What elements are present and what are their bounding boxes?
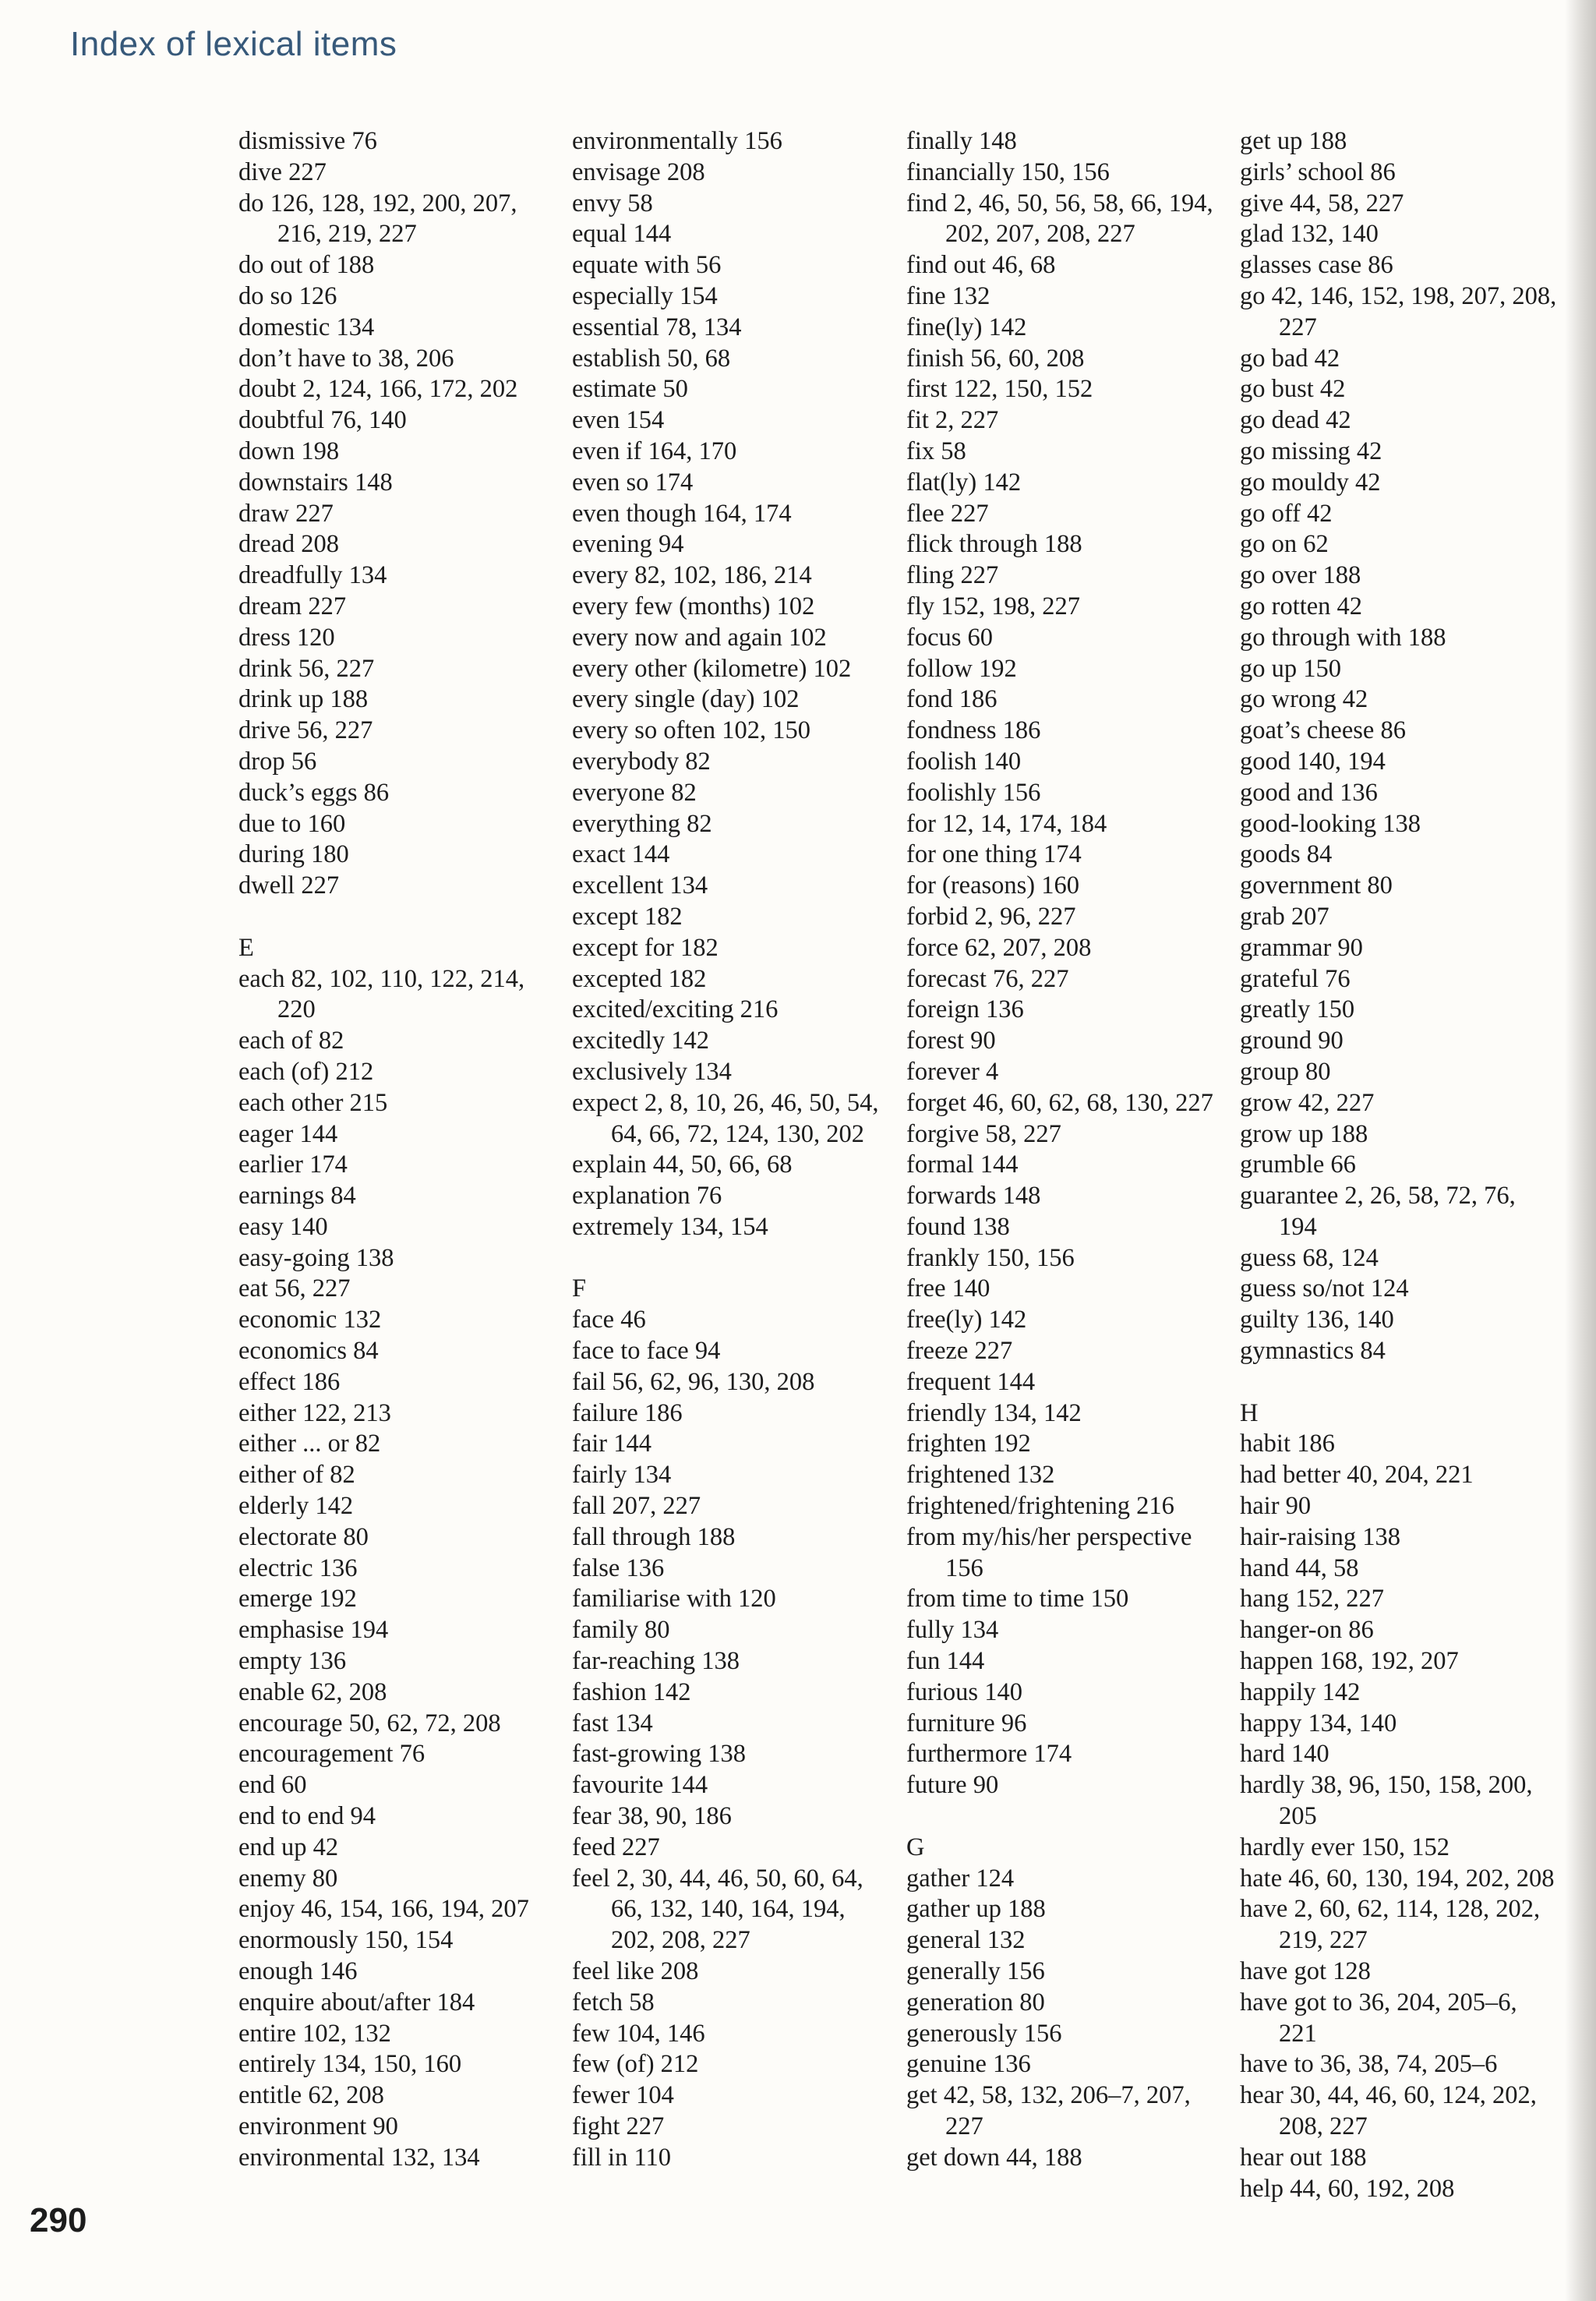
index-entry: end to end 94 <box>238 1802 376 1831</box>
index-entry: establish 50, 68 <box>572 344 731 373</box>
index-entry: drive 56, 227 <box>238 716 373 745</box>
index-entry: favourite 144 <box>572 1771 708 1800</box>
index-entry: go on 62 <box>1240 530 1329 559</box>
index-entry: guess so/not 124 <box>1240 1274 1409 1303</box>
index-entry: good 140, 194 <box>1240 747 1386 776</box>
index-entry: go over 188 <box>1240 561 1361 590</box>
index-entry: help 44, 60, 192, 208 <box>1240 2174 1455 2203</box>
index-entry: easy-going 138 <box>238 1243 394 1272</box>
index-entry: even if 164, 170 <box>572 437 737 465</box>
index-entry: few 104, 146 <box>572 2019 705 2048</box>
section-spacer <box>906 1801 1226 1833</box>
index-entry: essential 78, 134 <box>572 313 742 341</box>
index-entry: furthermore 174 <box>906 1740 1072 1769</box>
index-entry: fetch 58 <box>572 1988 655 2016</box>
index-entry: fix 58 <box>906 437 966 465</box>
index-entry: fashion 142 <box>572 1677 691 1706</box>
index-entry: family 80 <box>572 1616 670 1645</box>
page-number: 290 <box>30 2201 87 2239</box>
page-title: Index of lexical items <box>70 25 397 63</box>
index-entry: doubt 2, 124, 166, 172, 202 <box>238 375 518 404</box>
index-entry: finally 148 <box>906 127 1017 155</box>
index-entry: free 140 <box>906 1274 990 1303</box>
index-entry: fear 38, 90, 186 <box>572 1802 732 1831</box>
index-entry: ground 90 <box>1240 1027 1344 1055</box>
index-entry: fail 56, 62, 96, 130, 208 <box>572 1367 815 1396</box>
index-entry: for 12, 14, 174, 184 <box>906 809 1107 838</box>
index-entry: estimate 50 <box>572 375 688 404</box>
index-entry: drink up 188 <box>238 685 369 714</box>
index-entry: except for 182 <box>572 933 719 962</box>
index-entry: have to 36, 38, 74, 205–6 <box>1240 2050 1498 2079</box>
section-letter: G <box>906 1833 925 1861</box>
index-entry: fine 132 <box>906 281 990 310</box>
index-entry: fond 186 <box>906 685 998 714</box>
index-entry: furious 140 <box>906 1677 1022 1706</box>
index-entry: grow 42, 227 <box>1240 1088 1375 1117</box>
index-entry: go bust 42 <box>1240 375 1346 404</box>
index-entry: found 138 <box>906 1212 1010 1241</box>
index-entry: do out of 188 <box>238 251 375 280</box>
index-entry: downstairs 148 <box>238 468 393 497</box>
index-entry: do 126, 128, 192, 200, 207, 216, 219, 227 <box>238 189 517 249</box>
index-entry: fast 134 <box>572 1709 653 1737</box>
index-entry: hair 90 <box>1240 1492 1312 1521</box>
index-entry: exact 144 <box>572 840 670 869</box>
index-entry: emphasise 194 <box>238 1616 389 1645</box>
index-entry: excitedly 142 <box>572 1027 709 1055</box>
index-entry: hard 140 <box>1240 1740 1329 1769</box>
index-entry: future 90 <box>906 1771 999 1800</box>
index-entry: fully 134 <box>906 1616 999 1645</box>
index-entry: flick through 188 <box>906 530 1082 559</box>
index-entry: equate with 56 <box>572 251 722 280</box>
index-entry: end 60 <box>238 1771 307 1800</box>
index-entry: gymnastics 84 <box>1240 1337 1386 1366</box>
index-entry: either 122, 213 <box>238 1398 391 1427</box>
index-entry: hanger-on 86 <box>1240 1616 1374 1645</box>
index-entry: excepted 182 <box>572 964 707 993</box>
index-entry: enough 146 <box>238 1957 358 1986</box>
index-entry: easy 140 <box>238 1212 328 1241</box>
index-entry: everybody 82 <box>572 747 711 776</box>
index-entry: dress 120 <box>238 623 335 652</box>
index-entry: follow 192 <box>906 654 1017 683</box>
index-column-1 <box>238 126 558 2174</box>
index-entry: fast-growing 138 <box>572 1740 746 1769</box>
index-entry: foolish 140 <box>906 747 1022 776</box>
index-entry: excited/exciting 216 <box>572 995 779 1024</box>
index-entry: force 62, 207, 208 <box>906 933 1092 962</box>
index-entry: excellent 134 <box>572 871 708 900</box>
index-entry: dismissive 76 <box>238 127 377 155</box>
index-entry: electric 136 <box>238 1553 358 1582</box>
index-entry: fight 227 <box>572 2112 665 2140</box>
index-entry: dive 227 <box>238 157 327 186</box>
index-entry: eat 56, 227 <box>238 1274 351 1303</box>
index-entry: forbid 2, 96, 227 <box>906 902 1076 931</box>
index-entry: economics 84 <box>238 1337 379 1366</box>
index-entry: had better 40, 204, 221 <box>1240 1461 1474 1490</box>
index-entry: dream 227 <box>238 592 347 620</box>
page-edge-shadow <box>1565 0 1596 2301</box>
index-entry: enormously 150, 154 <box>238 1926 454 1955</box>
index-entry: good-looking 138 <box>1240 809 1421 838</box>
index-entry: group 80 <box>1240 1057 1331 1086</box>
index-entry: find out 46, 68 <box>906 251 1056 280</box>
index-entry: have got to 36, 204, 205–6, 221 <box>1240 1988 1517 2048</box>
index-entry: glad 132, 140 <box>1240 220 1379 249</box>
index-entry: grateful 76 <box>1240 964 1351 993</box>
index-entry: from my/his/her perspective 156 <box>906 1522 1192 1582</box>
index-entry: emerge 192 <box>238 1585 357 1614</box>
index-entry: each of 82 <box>238 1027 344 1055</box>
index-entry: forget 46, 60, 62, 68, 130, 227 <box>906 1088 1213 1117</box>
index-entry: have got 128 <box>1240 1957 1371 1986</box>
index-entry: earnings 84 <box>238 1182 356 1211</box>
index-entry: each 82, 102, 110, 122, 214, 220 <box>238 964 525 1024</box>
index-entry: fall 207, 227 <box>572 1492 701 1521</box>
index-entry: hate 46, 60, 130, 194, 202, 208 <box>1240 1864 1555 1893</box>
index-entry: domestic 134 <box>238 313 375 341</box>
index-entry: genuine 136 <box>906 2050 1031 2079</box>
index-entry: electorate 80 <box>238 1522 369 1551</box>
index-entry: effect 186 <box>238 1367 341 1396</box>
index-entry: go off 42 <box>1240 499 1333 528</box>
index-entry: every 82, 102, 186, 214 <box>572 561 812 590</box>
index-entry: go through with 188 <box>1240 623 1446 652</box>
index-entry: encourage 50, 62, 72, 208 <box>238 1709 501 1737</box>
index-entry: guess 68, 124 <box>1240 1243 1379 1272</box>
index-entry: freeze 227 <box>906 1337 1013 1366</box>
index-entry: fun 144 <box>906 1647 985 1676</box>
index-entry: drop 56 <box>238 747 317 776</box>
index-entry: greatly 150 <box>1240 995 1355 1024</box>
index-entry: formal 144 <box>906 1150 1019 1179</box>
index-entry: hang 152, 227 <box>1240 1585 1385 1614</box>
index-entry: enjoy 46, 154, 166, 194, 207 <box>238 1895 529 1924</box>
index-entry: frighten 192 <box>906 1430 1031 1458</box>
index-entry: give 44, 58, 227 <box>1240 189 1404 217</box>
index-entry: drink 56, 227 <box>238 654 375 683</box>
index-entry: hand 44, 58 <box>1240 1553 1359 1582</box>
index-entry: frequent 144 <box>906 1367 1036 1396</box>
index-entry: fondness 186 <box>906 716 1041 745</box>
index-entry: envisage 208 <box>572 157 705 186</box>
index-entry: general 132 <box>906 1926 1026 1955</box>
index-entry: false 136 <box>572 1553 665 1582</box>
index-entry: forecast 76, 227 <box>906 964 1069 993</box>
index-entry: each other 215 <box>238 1088 388 1117</box>
index-entry: fairly 134 <box>572 1461 672 1490</box>
index-entry: economic 132 <box>238 1306 382 1334</box>
index-entry: financially 150, 156 <box>906 157 1110 186</box>
index-entry: hear out 188 <box>1240 2143 1367 2172</box>
index-entry: down 198 <box>238 437 340 465</box>
index-entry: fly 152, 198, 227 <box>906 592 1080 620</box>
index-entry: do so 126 <box>238 281 337 310</box>
index-entry: grumble 66 <box>1240 1150 1356 1179</box>
index-entry: far-reaching 138 <box>572 1647 740 1676</box>
index-entry: grammar 90 <box>1240 933 1363 962</box>
index-entry: first 122, 150, 152 <box>906 375 1093 404</box>
index-entry: dreadfully 134 <box>238 561 387 590</box>
index-entry: dread 208 <box>238 530 340 559</box>
index-entry: finish 56, 60, 208 <box>906 344 1085 373</box>
index-entry: during 180 <box>238 840 349 869</box>
index-entry: generally 156 <box>906 1957 1045 1986</box>
index-entry: glasses case 86 <box>1240 251 1393 280</box>
index-entry: go bad 42 <box>1240 344 1340 373</box>
index-entry: fling 227 <box>906 561 999 590</box>
index-entry: environmentally 156 <box>572 127 782 155</box>
index-entry: get up 188 <box>1240 127 1347 155</box>
index-entry: eager 144 <box>238 1119 338 1148</box>
index-entry: forgive 58, 227 <box>906 1119 1061 1148</box>
index-column-2 <box>572 126 892 2174</box>
index-entry: fill in 110 <box>572 2143 671 2172</box>
index-entry: elderly 142 <box>238 1492 354 1521</box>
index-entry: everything 82 <box>572 809 712 838</box>
index-entry: fewer 104 <box>572 2081 674 2110</box>
index-entry: go dead 42 <box>1240 406 1351 435</box>
index-entry: go mouldy 42 <box>1240 468 1381 497</box>
index-entry: familiarise with 120 <box>572 1585 776 1614</box>
index-entry: go up 150 <box>1240 654 1341 683</box>
index-entry: every now and again 102 <box>572 623 827 652</box>
section-letter: H <box>1240 1398 1259 1427</box>
index-entry: feed 227 <box>572 1833 660 1861</box>
index-entry: for (reasons) 160 <box>906 871 1080 900</box>
index-entry: frightened/frightening 216 <box>906 1492 1174 1521</box>
index-entry: encouragement 76 <box>238 1740 425 1769</box>
index-entry: each (of) 212 <box>238 1057 374 1086</box>
index-entry: envy 58 <box>572 189 653 217</box>
section-spacer <box>572 1243 892 1274</box>
index-entry: face 46 <box>572 1306 646 1334</box>
index-entry: gather 124 <box>906 1864 1015 1893</box>
index-entry: happen 168, 192, 207 <box>1240 1647 1459 1676</box>
index-entry: extremely 134, 154 <box>572 1212 768 1241</box>
index-entry: draw 227 <box>238 499 334 528</box>
index-entry: hardly 38, 96, 150, 158, 200, 205 <box>1240 1771 1533 1831</box>
index-entry: either of 82 <box>238 1461 355 1490</box>
index-entry: foreign 136 <box>906 995 1024 1024</box>
index-entry: don’t have to 38, 206 <box>238 344 454 373</box>
index-entry: fall through 188 <box>572 1522 736 1551</box>
index-entry: even though 164, 174 <box>572 499 792 528</box>
index-entry: expect 2, 8, 10, 26, 46, 50, 54, 64, 66, 72, 124, 130, 202 <box>572 1088 879 1148</box>
index-entry: government 80 <box>1240 871 1393 900</box>
index-entry: face to face 94 <box>572 1337 721 1366</box>
index-entry: entitle 62, 208 <box>238 2081 384 2110</box>
index-entry: guilty 136, 140 <box>1240 1306 1394 1334</box>
index-entry: from time to time 150 <box>906 1585 1129 1614</box>
index-entry: furniture 96 <box>906 1709 1027 1737</box>
index-entry: flat(ly) 142 <box>906 468 1022 497</box>
index-entry: for one thing 174 <box>906 840 1082 869</box>
index-entry: duck’s eggs 86 <box>238 778 390 807</box>
index-entry: hear 30, 44, 46, 60, 124, 202, 208, 227 <box>1240 2081 1537 2140</box>
index-entry: every few (months) 102 <box>572 592 815 620</box>
index-entry: forwards 148 <box>906 1182 1041 1211</box>
index-entry: foolishly 156 <box>906 778 1041 807</box>
index-entry: evening 94 <box>572 530 684 559</box>
index-entry: free(ly) 142 <box>906 1306 1027 1334</box>
index-entry: go 42, 146, 152, 198, 207, 208, 227 <box>1240 281 1557 341</box>
index-entry: good and 136 <box>1240 778 1378 807</box>
index-column-3 <box>906 126 1226 2174</box>
index-entry: few (of) 212 <box>572 2050 699 2079</box>
index-entry: forest 90 <box>906 1027 996 1055</box>
index-entry: feel like 208 <box>572 1957 699 1986</box>
index-entry: earlier 174 <box>238 1150 348 1179</box>
index-entry: end up 42 <box>238 1833 339 1861</box>
index-entry: get 42, 58, 132, 206–7, 207, 227 <box>906 2081 1191 2140</box>
index-entry: girls’ school 86 <box>1240 157 1396 186</box>
index-entry: have 2, 60, 62, 114, 128, 202, 219, 227 <box>1240 1895 1541 1955</box>
index-entry: goods 84 <box>1240 840 1333 869</box>
index-entry: fair 144 <box>572 1430 651 1458</box>
index-entry: focus 60 <box>906 623 994 652</box>
index-entry: gather up 188 <box>906 1895 1046 1924</box>
section-letter: F <box>572 1274 587 1303</box>
index-entry: flee 227 <box>906 499 989 528</box>
index-entry: everyone 82 <box>572 778 697 807</box>
index-entry: hair-raising 138 <box>1240 1522 1401 1551</box>
index-entry: enquire about/after 184 <box>238 1988 475 2016</box>
index-entry: go missing 42 <box>1240 437 1382 465</box>
index-entry: frightened 132 <box>906 1461 1055 1490</box>
index-entry: every other (kilometre) 102 <box>572 654 852 683</box>
index-entry: goat’s cheese 86 <box>1240 716 1406 745</box>
index-entry: even so 174 <box>572 468 694 497</box>
index-entry: go rotten 42 <box>1240 592 1363 620</box>
index-column-4 <box>1240 126 1559 2204</box>
index-entry: friendly 134, 142 <box>906 1398 1082 1427</box>
index-entry: failure 186 <box>572 1398 683 1427</box>
index-entry: fine(ly) 142 <box>906 313 1027 341</box>
index-entry: fit 2, 227 <box>906 406 999 435</box>
index-entry: guarantee 2, 26, 58, 72, 76, 194 <box>1240 1182 1516 1241</box>
index-entry: even 154 <box>572 406 665 435</box>
index-entry: every so often 102, 150 <box>572 716 810 745</box>
index-entry: doubtful 76, 140 <box>238 406 407 435</box>
index-entry: entire 102, 132 <box>238 2019 391 2048</box>
index-entry: entirely 134, 150, 160 <box>238 2050 462 2079</box>
section-letter: E <box>238 933 254 962</box>
index-entry: empty 136 <box>238 1647 347 1676</box>
index-entry: enable 62, 208 <box>238 1677 387 1706</box>
index-entry: feel 2, 30, 44, 46, 50, 60, 64, 66, 132, 140, 164, 194, 202, 208, 227 <box>572 1864 863 1955</box>
index-entry: equal 144 <box>572 220 672 249</box>
index-entry: happy 134, 140 <box>1240 1709 1397 1737</box>
index-entry: find 2, 46, 50, 56, 58, 66, 194, 202, 207, 208, 227 <box>906 189 1213 249</box>
index-entry: happily 142 <box>1240 1677 1361 1706</box>
index-entry: either ... or 82 <box>238 1430 381 1458</box>
index-entry: environment 90 <box>238 2112 398 2140</box>
index-entry: especially 154 <box>572 281 718 310</box>
index-entry: exclusively 134 <box>572 1057 732 1086</box>
index-entry: explain 44, 50, 66, 68 <box>572 1150 793 1179</box>
section-spacer <box>238 902 558 933</box>
index-entry: go wrong 42 <box>1240 685 1368 714</box>
section-spacer <box>1240 1367 1559 1398</box>
index-entry: frankly 150, 156 <box>906 1243 1075 1272</box>
index-entry: except 182 <box>572 902 683 931</box>
index-entry: get down 44, 188 <box>906 2143 1082 2172</box>
index-entry: enemy 80 <box>238 1864 338 1893</box>
index-entry: forever 4 <box>906 1057 999 1086</box>
index-entry: due to 160 <box>238 809 346 838</box>
index-entry: hardly ever 150, 152 <box>1240 1833 1449 1861</box>
index-entry: generation 80 <box>906 1988 1045 2016</box>
index-entry: grab 207 <box>1240 902 1329 931</box>
index-entry: grow up 188 <box>1240 1119 1368 1148</box>
index-entry: dwell 227 <box>238 871 340 900</box>
index-entry: generously 156 <box>906 2019 1062 2048</box>
index-entry: environmental 132, 134 <box>238 2143 480 2172</box>
index-entry: habit 186 <box>1240 1430 1335 1458</box>
index-entry: explanation 76 <box>572 1182 722 1211</box>
index-entry: every single (day) 102 <box>572 685 800 714</box>
